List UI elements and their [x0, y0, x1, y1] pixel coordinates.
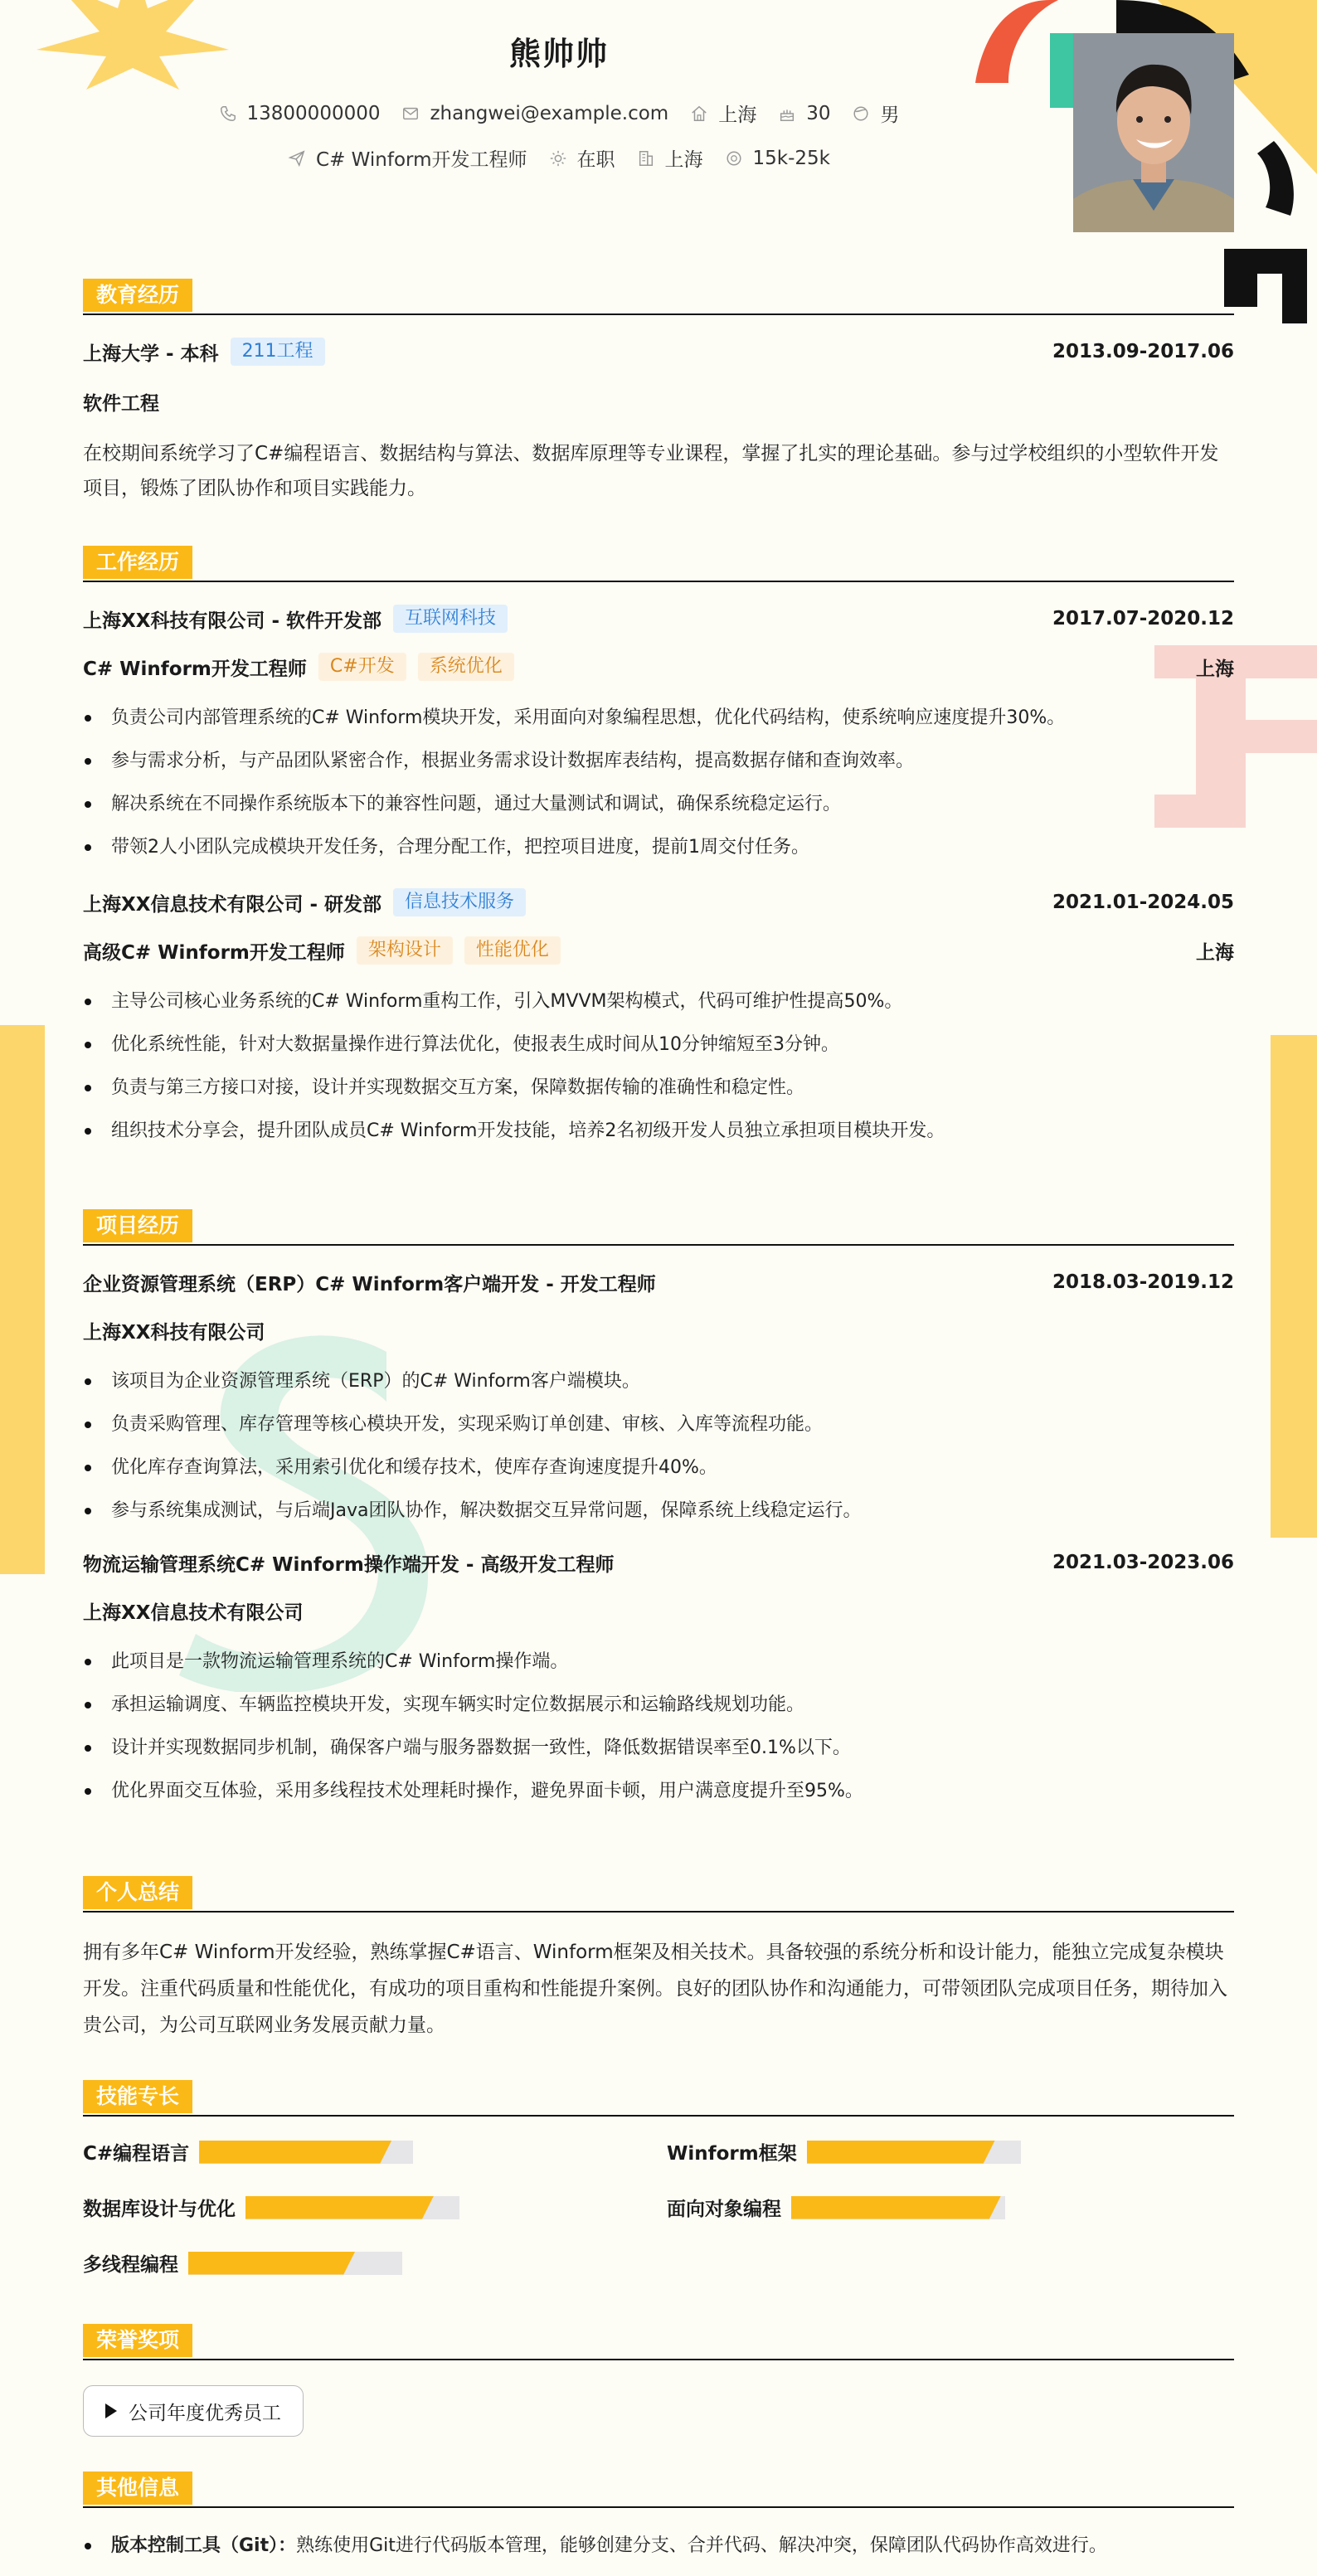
summary-text: 拥有多年C# Winform开发经验，熟练掌握C#语言、Winform框架及相关技术。具备较强的系统分析和设计能力，能独立完成复杂模块开发。注重代码质量和性能优化，有成功的项目重构和性能提升案例。良好的团队协作和沟通能力，可带领团队完成项目任务，期待加入贵公司，为公司互联网业务发展贡献力量。 [83, 1942, 1227, 2036]
list-item [83, 2525, 1234, 2568]
job-position: 高级C# Winform开发工程师 [83, 941, 345, 964]
award-item[interactable] [83, 2385, 304, 2437]
phone-text: 13800000000 [246, 102, 381, 124]
company-name: 上海XX信息技术有限公司 - 研发部 [83, 893, 382, 916]
list-item: 主导公司核心业务系统的C# Winform重构工作，引入MVVM架构模式，代码可维护性提高50%。 [83, 980, 1234, 1023]
project-bullets [83, 1360, 1234, 1533]
work-title: 工作经历 [83, 546, 192, 579]
location-info [690, 100, 756, 127]
major-name: 软件工程 [83, 392, 159, 415]
project-name: 物流运输管理系统C# Winform操作端开发 - 高级开发工程师 [83, 1553, 615, 1576]
list-item: 设计并实现数据同步机制，确保客户端与服务器数据一致性，降低数据错误率至0.1%以下。 [83, 1727, 1234, 1770]
send-icon [288, 149, 306, 168]
skill-bar [199, 2141, 413, 2164]
city-info [637, 144, 703, 172]
list-item: 负责采购管理、库存管理等核心模块开发，实现采购订单创建、审核、入库等流程功能。 [83, 1403, 1234, 1446]
position-info [288, 144, 527, 172]
work-date: 2017.07-2020.12 [1052, 608, 1234, 629]
project-bullets [83, 1640, 1234, 1813]
building-icon [637, 149, 655, 168]
email-text: zhangwei@example.com [430, 102, 669, 124]
skill-name: 数据库设计与优化 [83, 2199, 236, 2220]
list-item: 参与系统集成测试，与后端Java团队协作，解决数据交互异常问题，保障系统上线稳定运行。 [83, 1490, 1234, 1533]
awards-header [83, 2324, 1234, 2360]
skill-bar [245, 2196, 459, 2219]
skill-level-fill [199, 2141, 391, 2164]
industry-tag: 互联网科技 [393, 605, 508, 633]
award-name: 公司年度优秀员工 [129, 2402, 281, 2424]
work-bullets [83, 697, 1234, 869]
work-date: 2021.01-2024.05 [1052, 892, 1234, 913]
skill-item [667, 2138, 1234, 2165]
other-title: 其他信息 [83, 2472, 192, 2505]
work-city: 上海 [1196, 941, 1234, 964]
location-text: 上海 [718, 104, 757, 126]
home-icon [690, 104, 708, 123]
school-tag: 211工程 [231, 338, 325, 366]
left-yellow-bar-decoration [0, 1025, 45, 1574]
email-info [401, 103, 668, 124]
list-item: 参与需求分析，与产品团队紧密合作，根据业务需求设计数据库表结构，提高数据存储和查询效率。 [83, 740, 1234, 783]
list-item: 带领2人小团队完成模块开发任务，合理分配工作，把控项目进度，提前1周交付任务。 [83, 826, 1234, 869]
work-entry [83, 887, 1234, 1153]
salary-info [725, 148, 830, 169]
position-text: C# Winform开发工程师 [316, 149, 527, 171]
education-date: 2013.09-2017.06 [1052, 341, 1234, 362]
skill-item [667, 2194, 1234, 2221]
candidate-name: 熊帅帅 [508, 36, 609, 72]
list-item: 负责公司内部管理系统的C# Winform模块开发，采用面向对象编程思想，优化代码结构，使系统响应速度提升30%。 [83, 697, 1234, 740]
city-text: 上海 [664, 149, 703, 171]
skill-level-fill [245, 2196, 434, 2219]
other-header [83, 2472, 1234, 2508]
skill-level-fill [188, 2252, 355, 2275]
project-name: 企业资源管理系统（ERP）C# Winform客户端开发 - 开发工程师 [83, 1273, 656, 1295]
education-section [83, 279, 1234, 506]
project-entry [83, 1267, 1234, 1533]
list-item: 负责与第三方接口对接，设计并实现数据交互方案，保障数据传输的准确性和稳定性。 [83, 1067, 1234, 1110]
work-entry [83, 604, 1234, 869]
phone-info [219, 103, 381, 124]
other-bullets [83, 2525, 1234, 2568]
project-entry [83, 1548, 1234, 1813]
job-intent-row [0, 144, 1118, 172]
skills-section [83, 2080, 1234, 2277]
other-section [83, 2472, 1234, 2568]
projects-section [83, 1209, 1234, 1813]
skill-name: C#编程语言 [83, 2143, 190, 2165]
right-yellow-bar-decoration [1271, 1035, 1317, 1538]
avatar-illustration [1073, 33, 1234, 232]
skill-bar [188, 2252, 402, 2275]
skill-item [83, 2138, 667, 2165]
project-company: 上海XX科技有限公司 [83, 1321, 265, 1344]
play-triangle-icon [105, 2403, 117, 2418]
list-item: 优化系统性能，针对大数据量操作进行算法优化，使报表生成时间从10分钟缩短至3分钟。 [83, 1023, 1234, 1067]
skill-item [83, 2249, 667, 2277]
age-icon [778, 104, 796, 123]
education-header [83, 279, 1234, 315]
skill-name: Winform框架 [667, 2143, 797, 2165]
skill-bar [807, 2141, 1021, 2164]
age-text: 30 [806, 102, 831, 124]
skill-level-fill [807, 2141, 995, 2164]
status-info [549, 144, 615, 172]
gender-info [852, 100, 899, 127]
project-date: 2021.03-2023.06 [1052, 1552, 1234, 1573]
list-item: 组织技术分享会，提升团队成员C# Winform开发技能，培养2名初级开发人员独立承担项目模块开发。 [83, 1110, 1234, 1153]
skill-tag: 系统优化 [418, 653, 514, 681]
skill-tag: 架构设计 [357, 936, 453, 965]
project-date: 2018.03-2019.12 [1052, 1271, 1234, 1293]
profile-photo [1073, 33, 1234, 232]
summary-header [83, 1876, 1234, 1913]
education-entry [83, 337, 1234, 506]
skill-bar [791, 2196, 1005, 2219]
gender-text: 男 [880, 104, 900, 126]
skill-tag: C#开发 [318, 653, 406, 681]
list-item: 解决系统在不同操作系统版本下的兼容性问题，通过大量测试和调试，确保系统稳定运行。 [83, 783, 1234, 826]
school-name: 上海大学 - 本科 [83, 343, 219, 365]
list-item: 优化界面交互体验，采用多线程技术处理耗时操作，避免界面卡顿，用户满意度提升至95%。 [83, 1770, 1234, 1813]
age-info [778, 103, 830, 124]
work-city: 上海 [1196, 658, 1234, 680]
other-item-text: 熟练使用Git进行代码版本管理，能够创建分支、合并代码、解决冲突，保障团队代码协作高效进行。 [296, 2535, 1107, 2556]
gender-icon [852, 104, 870, 123]
projects-header [83, 1209, 1234, 1246]
skills-grid [83, 2138, 1234, 2277]
other-item-label: 版本控制工具（Git）： [111, 2535, 297, 2556]
skill-tag: 性能优化 [464, 936, 561, 965]
skill-name: 面向对象编程 [667, 2199, 781, 2220]
work-bullets [83, 980, 1234, 1153]
skill-item [83, 2194, 667, 2221]
status-icon [549, 149, 567, 168]
job-position: C# Winform开发工程师 [83, 658, 307, 680]
skill-name: 多线程编程 [83, 2254, 178, 2276]
contact-info-row [0, 100, 1118, 127]
list-item: 承担运输调度、车辆监控模块开发，实现车辆实时定位数据展示和运输路线规划功能。 [83, 1684, 1234, 1727]
skill-level-fill [791, 2196, 1001, 2219]
company-name: 上海XX科技有限公司 - 软件开发部 [83, 610, 382, 632]
work-header [83, 546, 1234, 582]
mail-icon [401, 104, 420, 123]
list-item: 该项目为企业资源管理系统（ERP）的C# Winform客户端模块。 [83, 1360, 1234, 1403]
industry-tag: 信息技术服务 [393, 888, 526, 916]
list-item: 优化库存查询算法，采用索引优化和缓存技术，使库存查询速度提升40%。 [83, 1446, 1234, 1490]
skills-title: 技能专长 [83, 2080, 192, 2113]
skills-header [83, 2080, 1234, 2117]
awards-section [83, 2324, 1234, 2437]
awards-title: 荣誉奖项 [83, 2324, 192, 2357]
salary-icon [725, 149, 743, 168]
work-section [83, 546, 1234, 1153]
project-company: 上海XX信息技术有限公司 [83, 1601, 304, 1624]
education-description: 在校期间系统学习了C#编程语言、数据结构与算法、数据库原理等专业课程，掌握了扎实的理论基础。参与过学校组织的小型软件开发项目，锻炼了团队协作和项目实践能力。 [83, 443, 1219, 499]
status-text: 在职 [576, 149, 615, 171]
projects-title: 项目经历 [83, 1209, 192, 1242]
phone-icon [219, 104, 237, 123]
list-item: 此项目是一款物流运输管理系统的C# Winform操作端。 [83, 1640, 1234, 1684]
summary-section [83, 1876, 1234, 2044]
education-title: 教育经历 [83, 279, 192, 312]
summary-title: 个人总结 [83, 1876, 192, 1909]
salary-text: 15k-25k [752, 147, 830, 169]
